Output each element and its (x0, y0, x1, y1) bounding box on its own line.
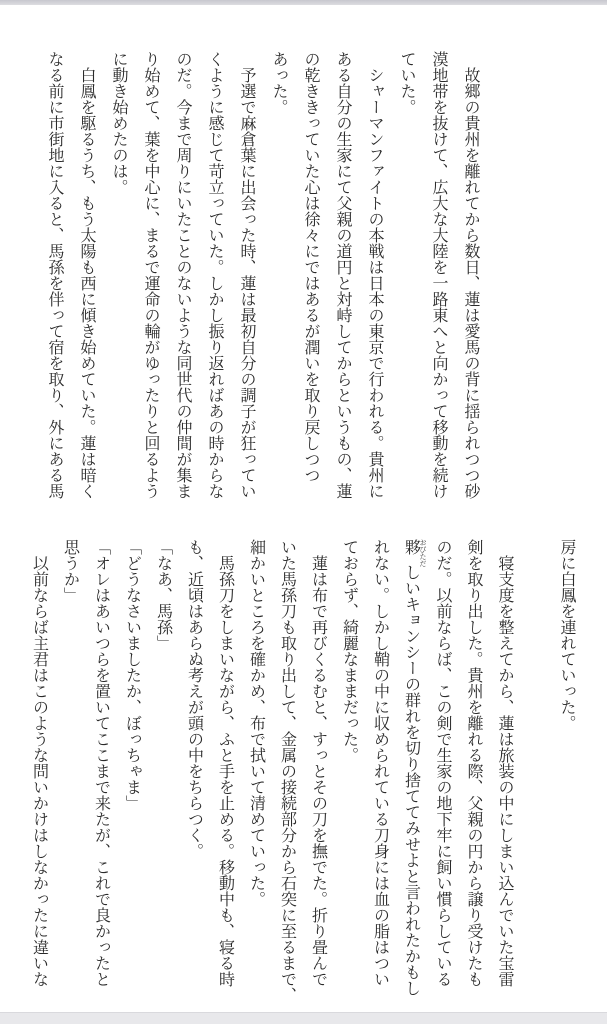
text-line: ておらず、綺麗なままだった。 (340, 539, 358, 763)
furigana-ruby (402, 539, 427, 567)
dialogue-line: 「オレはあいつらを置いてここまで来たが、これで良かったと (92, 539, 110, 987)
text-line-with-furigana (396, 539, 428, 1009)
text-line: くように感じて苛立っていた。しかし振り返ればあの時からな (206, 51, 223, 499)
furigana-base: 夥 (402, 539, 420, 567)
text-line: 寝支度を整えてから、蓮は旅装の中にしまい込んでいた宝雷 (496, 539, 513, 987)
novel-page-1 (38, 51, 486, 521)
window-bottom-edge (0, 1012, 607, 1024)
text-line: なる前に市街地に入ると、馬孫を伴って宿を取り、外にある馬 (46, 51, 63, 499)
text-line: シャーマンファイトの本戦は日本の東京で行われる。貴州に (366, 51, 383, 499)
text-line: も、近頃はあらぬ考えが頭の中をちらつく。 (185, 539, 203, 859)
text-line: 蓮は布で再びくるむと、すっとその刀を撫でた。折り畳んで (309, 539, 327, 987)
text-line: 以前ならば主君はこのような問いかけはしなかったに違いな (30, 539, 48, 987)
line-continuation: しいキョンシーの群れを切り捨ててみせよと言われたかもし (402, 564, 420, 996)
furigana-text: おびただ (419, 539, 427, 567)
text-line: 漠地帯を抜けて、広大な大陸を一路東へと向かって移動を続け (430, 51, 447, 499)
text-line: あった。 (270, 51, 287, 115)
text-line: ある自分の生家にて父親の道円と対峙してからというもの、蓮 (334, 51, 351, 499)
text-line: ていた。 (398, 51, 415, 115)
text-line: 予選で麻倉葉に出会った時、蓮は最初自分の調子が狂ってい (238, 51, 255, 499)
text-line: 剣を取り出した。貴州を離れる際、父親の円から譲り受けたも (465, 539, 482, 987)
dialogue-line: 思うか」 (61, 539, 79, 603)
text-line: り始めて、葉を中心に、まるで運命の輪がゆったりと回るよう (142, 51, 159, 499)
text-line: 房に白鳳を連れていった。 (558, 539, 575, 731)
text-line: 白鳳を駆るうち、もう太陽も西に傾き始めていた。蓮は暗く (78, 51, 95, 499)
text-line: れない。しかし鞘の中に収められている刀身には血の脂はつい (371, 539, 389, 987)
text-line: のだ。今まで周りにいたことのないような同世代の仲間が集ま (174, 51, 191, 499)
dialogue-line: 「なあ、馬孫」 (154, 539, 172, 651)
window-top-edge (0, 0, 607, 5)
text-line: のだ。以前ならば、この剣で生家の地下牢に飼い慣らしている (434, 539, 451, 987)
text-line: に動き始めたのは。 (110, 51, 127, 195)
text-line: 細かいところを確かめ、布で拭いて清めていった。 (247, 539, 265, 907)
text-line: 馬孫刀をしまいながら、ふと手を止める。移動中も、寝る時 (216, 539, 234, 987)
novel-page-2 (24, 539, 583, 1009)
dialogue-line: 「どうなさいましたか、ぼっちゃま」 (123, 539, 141, 811)
text-line: の乾ききっていた心は徐々にではあるが潤いを取り戻しつつ (302, 51, 319, 483)
blank-line (520, 539, 551, 1009)
text-line: いた馬孫刀も取り出して、金属の接続部分から石突に至るまで、 (278, 539, 296, 1003)
text-line: 故郷の貴州を離れてから数日、蓮は愛馬の背に揺られつつ砂 (462, 51, 479, 499)
